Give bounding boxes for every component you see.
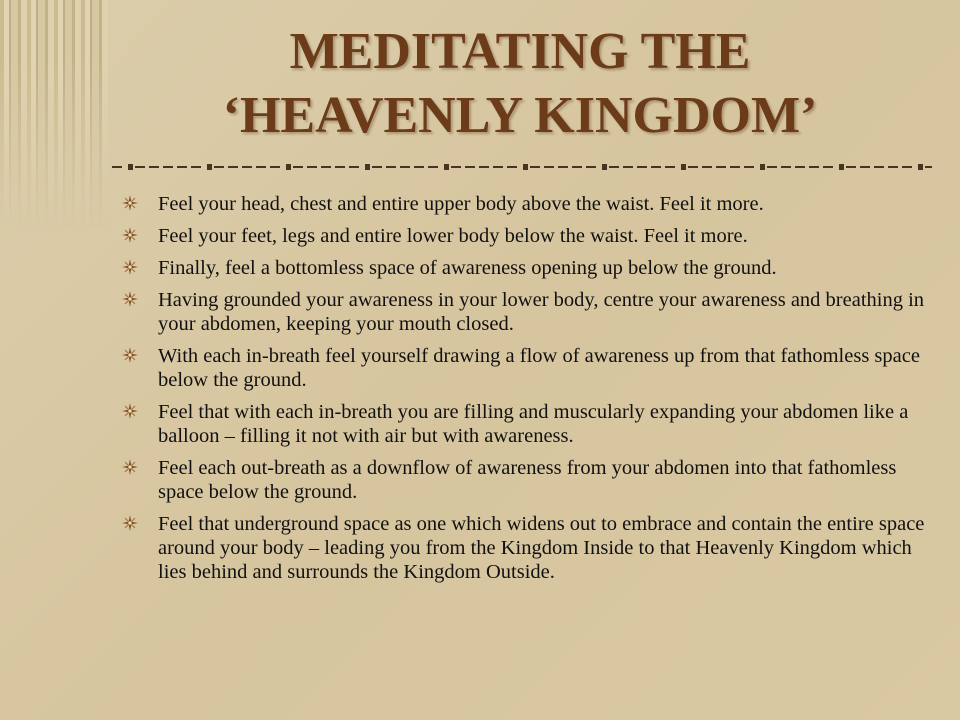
bullet-text: Feel each out-breath as a downflow of awareness from your abdomen into that fathomless space below the ground. bbox=[158, 457, 897, 503]
divider-diamond bbox=[286, 164, 291, 170]
divider-diamond bbox=[918, 164, 923, 170]
divider-dash bbox=[465, 166, 475, 168]
divider-dash bbox=[242, 166, 252, 168]
divider-dash bbox=[544, 166, 554, 168]
bullet-text: Feel that underground space as one which widens out to embrace and contain the entire space around your body – leading you from the Kingdom Inside to that Heavenly Kingdom which lies behind and surrounds the Kingdom Outside. bbox=[158, 513, 925, 583]
divider-dash bbox=[135, 166, 145, 168]
divider-diamond bbox=[523, 164, 528, 170]
divider-diamond bbox=[128, 164, 133, 170]
diamond-sparkle-bullet-icon bbox=[122, 347, 138, 363]
divider-dash bbox=[428, 166, 438, 168]
divider-dash bbox=[888, 166, 898, 168]
diamond-sparkle-bullet-icon bbox=[122, 195, 138, 211]
divider-dash bbox=[335, 166, 345, 168]
divider-diamond bbox=[444, 164, 449, 170]
list-item bbox=[122, 288, 932, 336]
divider-dash bbox=[451, 166, 461, 168]
divider-dash bbox=[386, 166, 396, 168]
list-item bbox=[122, 192, 932, 216]
divider-dash bbox=[623, 166, 633, 168]
divider-dash bbox=[702, 166, 712, 168]
diamond-sparkle-bullet-icon bbox=[122, 227, 138, 243]
divider-dash bbox=[651, 166, 661, 168]
divider-diamond bbox=[207, 164, 212, 170]
divider-diamond bbox=[602, 164, 607, 170]
diamond-sparkle-bullet-icon bbox=[122, 291, 138, 307]
divider-dash bbox=[163, 166, 173, 168]
list-item bbox=[122, 344, 932, 392]
divider-dash bbox=[902, 166, 912, 168]
bullet-text: Feel your head, chest and entire upper body above the waist. Feel it more. bbox=[158, 193, 764, 215]
list-item bbox=[122, 512, 932, 584]
divider-dash bbox=[874, 166, 884, 168]
bullet-text: Feel that with each in-breath you are filling and muscularly expanding your abdomen like a balloon – filling it not with air but with awareness. bbox=[158, 401, 909, 447]
divider-dash bbox=[716, 166, 726, 168]
divider-dash bbox=[688, 166, 698, 168]
divider-dash bbox=[744, 166, 754, 168]
divider-dash bbox=[925, 166, 932, 168]
divider-dash bbox=[112, 166, 122, 168]
diamond-sparkle-bullet-icon bbox=[122, 403, 138, 419]
divider-dash bbox=[846, 166, 856, 168]
divider-dash bbox=[586, 166, 596, 168]
divider-dash bbox=[372, 166, 382, 168]
divider-dash bbox=[767, 166, 777, 168]
ornamental-divider bbox=[112, 160, 932, 174]
list-item bbox=[122, 456, 932, 504]
divider-dash bbox=[307, 166, 317, 168]
list-item bbox=[122, 400, 932, 448]
divider-dash bbox=[558, 166, 568, 168]
divider-dash bbox=[637, 166, 647, 168]
divider-dash bbox=[177, 166, 187, 168]
divider-dash bbox=[795, 166, 805, 168]
divider-dash bbox=[270, 166, 280, 168]
divider-dash bbox=[609, 166, 619, 168]
bullet-text: Feel your feet, legs and entire lower body below the waist. Feel it more. bbox=[158, 225, 748, 247]
title-line-1: MEDITATING THE bbox=[289, 23, 751, 80]
bullet-text: With each in-breath feel yourself drawing a flow of awareness up from that fathomless space below the ground. bbox=[158, 345, 920, 391]
title-line-2: ‘HEAVENLY KINGDOM’ bbox=[222, 87, 818, 144]
diamond-sparkle-bullet-icon bbox=[122, 259, 138, 275]
list-item bbox=[122, 224, 932, 248]
bullet-list bbox=[122, 192, 932, 592]
divider-dash bbox=[256, 166, 266, 168]
divider-dash bbox=[214, 166, 224, 168]
divider-dash bbox=[507, 166, 517, 168]
divider-dash bbox=[149, 166, 159, 168]
divider-diamond bbox=[760, 164, 765, 170]
divider-dash bbox=[530, 166, 540, 168]
divider-dash bbox=[823, 166, 833, 168]
divider-dash bbox=[479, 166, 489, 168]
divider-dash bbox=[293, 166, 303, 168]
bullet-text: Having grounded your awareness in your lower body, centre your awareness and breathing in your abdomen, keeping your mouth closed. bbox=[158, 289, 925, 335]
divider-dash bbox=[665, 166, 675, 168]
divider-dash bbox=[414, 166, 424, 168]
bullet-text: Finally, feel a bottomless space of awareness opening up below the ground. bbox=[158, 257, 777, 279]
divider-dash bbox=[572, 166, 582, 168]
divider-dash bbox=[860, 166, 870, 168]
divider-dash bbox=[730, 166, 740, 168]
divider-dash bbox=[321, 166, 331, 168]
divider-dash bbox=[400, 166, 410, 168]
divider-dash bbox=[809, 166, 819, 168]
slide-title bbox=[110, 20, 930, 148]
divider-diamond bbox=[839, 164, 844, 170]
divider-diamond bbox=[681, 164, 686, 170]
divider-dash bbox=[191, 166, 201, 168]
divider-dash bbox=[349, 166, 359, 168]
diamond-sparkle-bullet-icon bbox=[122, 459, 138, 475]
decorative-stripes bbox=[0, 0, 108, 720]
divider-dash bbox=[781, 166, 791, 168]
divider-dash bbox=[228, 166, 238, 168]
diamond-sparkle-bullet-icon bbox=[122, 515, 138, 531]
divider-dash bbox=[493, 166, 503, 168]
divider-diamond bbox=[365, 164, 370, 170]
list-item bbox=[122, 256, 932, 280]
